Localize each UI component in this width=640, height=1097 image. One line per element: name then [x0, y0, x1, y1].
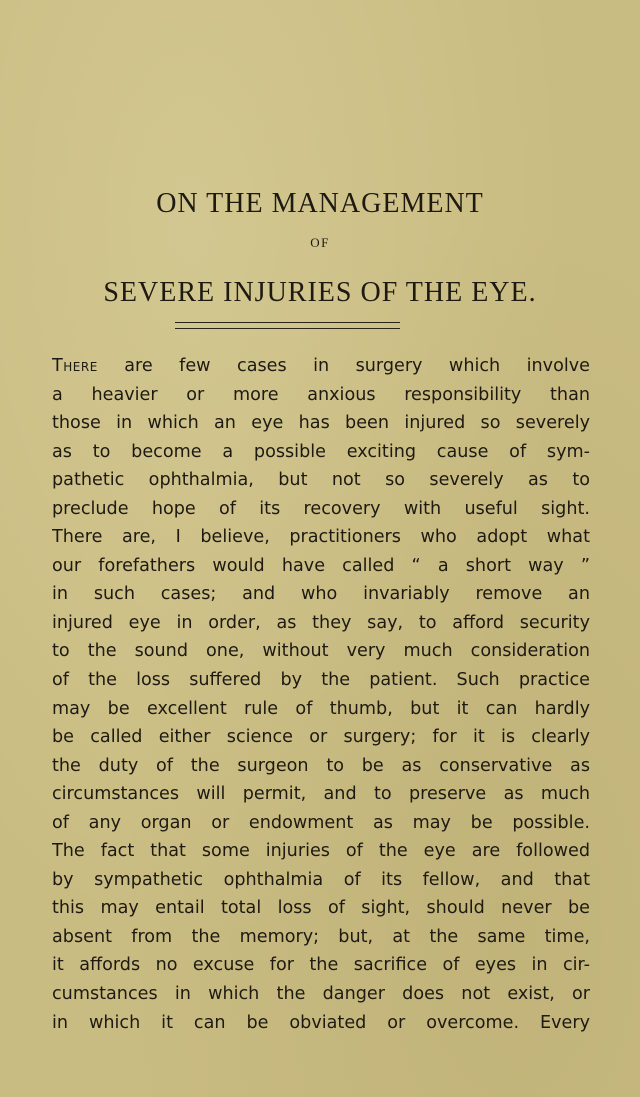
body-line: cumstances in which the danger does not exist, or: [52, 984, 590, 1005]
title-line-1: ON THE MANAGEMENT: [156, 188, 484, 219]
title-rule-divider: [175, 322, 400, 329]
body-line: the duty of the surgeon to be as conservative as: [52, 755, 590, 776]
body-line: The fact that some injuries of the eye are followed: [52, 841, 590, 862]
body-line: as to become a possible exciting cause of sym-: [52, 441, 590, 462]
body-line: preclude hope of its recovery with useful sight.: [52, 498, 590, 519]
lead-word: There: [52, 356, 98, 376]
body-text: [52, 352, 590, 1037]
title-line-3: SEVERE INJURIES OF THE EYE.: [103, 277, 537, 308]
body-line: of the loss suffered by the patient. Such practice: [52, 670, 590, 691]
body-line: our forefathers would have called “ a short way ”: [52, 555, 590, 576]
body-line: it affords no excuse for the sacrifice of eyes in cir-: [52, 955, 590, 976]
body-line: injured eye in order, as they say, to afford security: [52, 612, 590, 633]
body-line: this may entail total loss of sight, should never be: [52, 898, 590, 919]
body-line: a heavier or more anxious responsibility than: [52, 384, 590, 405]
body-line: [52, 352, 590, 381]
body-line: to the sound one, without very much consideration: [52, 641, 590, 662]
body-line: in such cases; and who invariably remove an: [52, 584, 590, 605]
first-line-rest: are few cases in surgery which involve: [97, 356, 590, 376]
body-line: by sympathetic ophthalmia of its fellow, and that: [52, 869, 590, 890]
body-line: absent from the memory; but, at the same time,: [52, 926, 590, 947]
body-line: circumstances will permit, and to preserve as much: [52, 784, 590, 805]
body-line: those in which an eye has been injured so severely: [52, 413, 590, 434]
body-line: There are, I believe, practitioners who adopt what: [52, 527, 590, 548]
body-line: pathetic ophthalmia, but not so severely as to: [52, 470, 590, 491]
body-line: be called either science or surgery; for it is clearly: [52, 727, 590, 748]
body-line: may be excellent rule of thumb, but it can hardly: [52, 698, 590, 719]
body-line: in which it can be obviated or overcome. Every: [52, 1012, 590, 1033]
title-line-2: OF: [310, 235, 330, 250]
body-line: of any organ or endowment as may be possible.: [52, 812, 590, 833]
